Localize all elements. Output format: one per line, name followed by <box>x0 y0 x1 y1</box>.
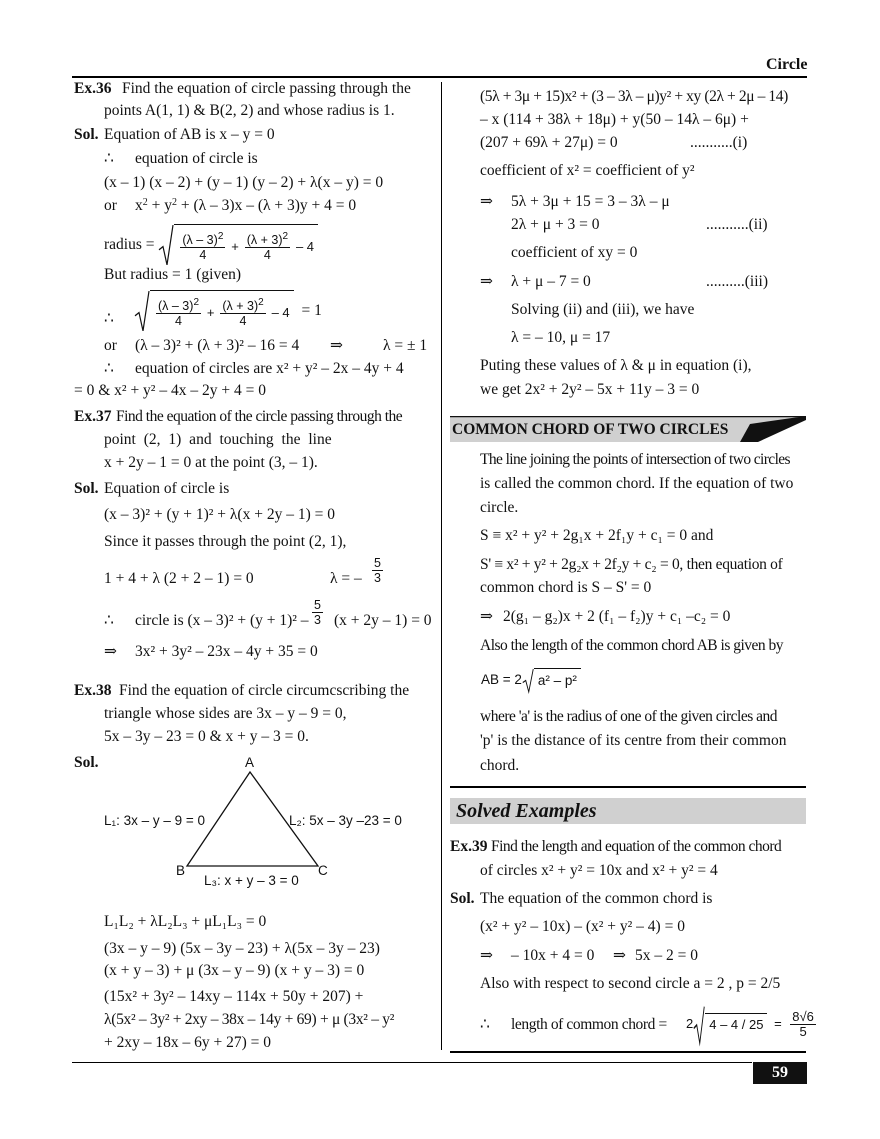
chord-length-formula: AB = 2 a² – p² <box>481 668 581 693</box>
equation: S' ≡ x² + y² + 2g₂x + 2f₂y + c₂ = 0, then equation of <box>480 556 783 573</box>
vertex-label-a: A <box>245 755 255 770</box>
equation: (x² + y² – 10x) – (x² + y² – 4) = 0 <box>480 918 685 935</box>
section-rule <box>450 786 806 788</box>
square-root: $\frac{(\lambda - 3)^2}{4}$ + $\frac{(\lambda + 3)^2}{4}$ – 4 <box>134 290 294 333</box>
chord-length-result: 2 4 – 4 / 25 = $\frac{8√6}{5}$ <box>686 1004 818 1045</box>
equation: common chord is S – S' = 0 <box>480 579 652 596</box>
therefore-symbol: ∴ <box>104 612 114 629</box>
equation: 2λ + μ + 3 = 0 <box>511 216 600 233</box>
equation: λ = ± 1 <box>383 337 428 354</box>
equation: – x (114 + 38λ + 18μ) + y(50 – 14λ – 6μ) + <box>480 111 749 128</box>
equation: λ(5x² – 3y² + 2xy – 38x – 14y + 69) + μ (3x² – y² <box>104 1011 395 1028</box>
solution-line: equation of circle is <box>135 150 258 167</box>
solution-line: coefficient of x² = coefficient of y² <box>480 162 695 179</box>
equation-tag: ..........(iii) <box>706 273 768 290</box>
equation-tag: ...........(i) <box>690 134 748 151</box>
solution-line: = 0 & x² + y² – 4x – 2y + 4 = 0 <box>74 382 266 399</box>
radius-equation: $\frac{(\lambda - 3)^2}{4}$ + $\frac{(\lambda + 3)^2}{4}$ – 4 = 1 <box>134 290 322 333</box>
equation: (x – 1) (x – 2) + (y – 1) (y – 2) + λ(x – y) = 0 <box>104 174 384 191</box>
solution-line: equation of circles are x² + y² – 2x – 4y + 4 <box>135 360 404 377</box>
equation: + 2xy – 18x – 6y + 27) = 0 <box>104 1034 272 1051</box>
page-number-box <box>753 1062 807 1084</box>
example-number: Ex.38 <box>74 682 112 699</box>
paragraph-line: circle. <box>480 499 519 516</box>
equation: (x + y – 3) + μ (3x – y – 9) (x + y – 3) = 0 <box>104 962 365 979</box>
equation: 2(g₁ – g₂)x + 2 (f₁ – f₂)y + c₁ –c₂ = 0 <box>503 608 731 625</box>
line-label-l2: L₂: 5x – 3y –23 = 0 <box>289 813 402 828</box>
equation: – 10x + 4 = 0 <box>511 947 595 964</box>
paragraph-line: is called the common chord. If the equation of two <box>480 475 794 492</box>
equation: (x + 2y – 1) = 0 <box>334 612 432 629</box>
solution-label: Sol. <box>74 126 99 143</box>
implies-symbol: ⇒ <box>480 947 493 964</box>
implies-symbol: ⇒ <box>104 643 117 660</box>
running-header: Circle <box>766 56 808 73</box>
question-text: point (2, 1) and touching the line <box>104 431 332 448</box>
therefore-symbol: ∴ <box>480 1016 490 1033</box>
solution-label: Sol. <box>74 754 99 771</box>
equation: L₁L₂ + λL₂L₃ + μL₁L₃ = 0 <box>104 913 267 930</box>
solution-line: Equation of circle is <box>104 480 230 497</box>
equation: λ = – 10, μ = 17 <box>511 329 611 346</box>
implies-symbol: ⇒ <box>330 337 343 354</box>
section-heading <box>450 416 806 442</box>
equation: (3x – y – 9) (5x – 3y – 23) + λ(5x – 3y – 23) <box>104 940 380 957</box>
paragraph-line: where 'a' is the radius of one of the given circles and <box>480 708 778 725</box>
example-number: Ex.37 <box>74 408 112 425</box>
equation: S ≡ x² + y² + 2g₁x + 2f₁y + c₁ = 0 and <box>480 527 714 544</box>
implies-symbol: ⇒ <box>480 273 493 290</box>
equation: 1 + 4 + λ (2 + 2 – 1) = 0 <box>104 570 254 587</box>
equation: we get 2x² + 2y² – 5x + 11y – 3 = 0 <box>480 381 700 398</box>
example-number: Ex.39 <box>450 838 488 855</box>
solution-line: Since it passes through the point (2, 1), <box>104 533 347 550</box>
implies-symbol: ⇒ <box>480 608 493 625</box>
paragraph-line: chord. <box>480 757 520 774</box>
solution-line: Equation of AB is x – y = 0 <box>104 126 275 143</box>
therefore-symbol: ∴ <box>104 310 114 327</box>
solution-line: But radius = 1 (given) <box>104 266 242 283</box>
equation: (λ – 3)² + (λ + 3)² – 16 = 4 <box>135 337 300 354</box>
question-text: triangle whose sides are 3x – y – 9 = 0, <box>104 705 347 722</box>
paragraph-line: The line joining the points of intersection of two circles <box>480 451 790 468</box>
equation-tag: ...........(ii) <box>706 216 768 233</box>
solution-line: length of common chord = <box>511 1016 667 1033</box>
column-end-rule <box>450 1051 806 1053</box>
solved-examples-title: Solved Examples <box>456 800 597 822</box>
paragraph-line: 'p' is the distance of its centre from their common <box>480 732 787 749</box>
solution-label: Sol. <box>74 480 99 497</box>
equation: λ + μ – 7 = 0 <box>511 273 591 290</box>
question-text: Find the equation of circle passing through the <box>122 80 411 97</box>
square-root: $\frac{(\lambda - 3)^2}{4}$ + $\frac{(\lambda + 3)^2}{4}$ – 4 <box>158 224 318 267</box>
page-number: 59 <box>772 1064 788 1081</box>
vertex-label-b: B <box>176 863 186 878</box>
question-text: Find the length and equation of the common chord <box>491 838 782 855</box>
equation: circle is (x – 3)² + (y + 1)² – <box>135 612 309 629</box>
solution-line: Also with respect to second circle a = 2 , p = 2/5 <box>480 975 781 992</box>
vertex-label-c: C <box>318 863 328 878</box>
equation: 5x – 2 = 0 <box>635 947 698 964</box>
question-text: points A(1, 1) & B(2, 2) and whose radius is 1. <box>104 102 395 119</box>
example-number: Ex.36 <box>74 80 112 97</box>
question-text: Find the equation of circle circumcscribing the <box>119 682 410 699</box>
solved-examples-heading <box>450 798 806 824</box>
equation: (15x² + 3y² – 14xy – 114x + 50y + 207) + <box>104 988 364 1005</box>
therefore-symbol: ∴ <box>104 150 114 167</box>
equation: (207 + 69λ + 27μ) = 0 <box>480 134 618 151</box>
fraction: $\frac{5}{3}$ <box>374 556 381 585</box>
radius-label: radius = <box>104 236 155 254</box>
solution-label: Sol. <box>450 890 475 907</box>
line-label-l3: L₃: x + y – 3 = 0 <box>204 873 299 888</box>
implies-symbol: ⇒ <box>480 193 493 210</box>
equation: 5λ + 3μ + 15 = 3 – 3λ – μ <box>511 193 670 210</box>
equation: (5λ + 3μ + 15)x² + (3 – 3λ – μ)y² + xy (2λ + 2μ – 14) <box>480 88 788 105</box>
paragraph-line: Also the length of the common chord AB is given by <box>480 637 784 654</box>
question-text: of circles x² + y² = 10x and x² + y² = 4 <box>480 862 718 879</box>
or-word: or <box>104 197 117 214</box>
equation: 3x² + 3y² – 23x – 4y + 35 = 0 <box>135 643 318 660</box>
solution-line: Solving (ii) and (iii), we have <box>511 301 695 318</box>
equation: (x – 3)² + (y + 1)² + λ(x + 2y – 1) = 0 <box>104 506 335 523</box>
question-text: Find the equation of the circle passing through the <box>116 408 403 425</box>
fraction: $\frac{5}{3}$ <box>314 598 321 627</box>
implies-symbol: ⇒ <box>613 947 626 964</box>
therefore-symbol: ∴ <box>104 360 114 377</box>
question-text: x + 2y – 1 = 0 at the point (3, – 1). <box>104 454 318 471</box>
solution-line: The equation of the common chord is <box>480 890 713 907</box>
equation: λ = – <box>330 570 362 587</box>
equation: $x^2 + y^2 + (\lambda - 3)x - (\lambda + 3)y + 4 = 0$ <box>135 197 357 214</box>
solution-line: coefficient of xy = 0 <box>511 244 638 261</box>
or-word: or <box>104 337 117 354</box>
section-title: COMMON CHORD OF TWO CIRCLES <box>452 421 729 438</box>
line-label-l1: L₁: 3x – y – 9 = 0 <box>104 813 205 828</box>
question-text: 5x – 3y – 23 = 0 & x + y – 3 = 0. <box>104 728 309 745</box>
footer-rule <box>72 1062 752 1063</box>
solution-line: Puting these values of λ & μ in equation (i), <box>480 357 752 374</box>
